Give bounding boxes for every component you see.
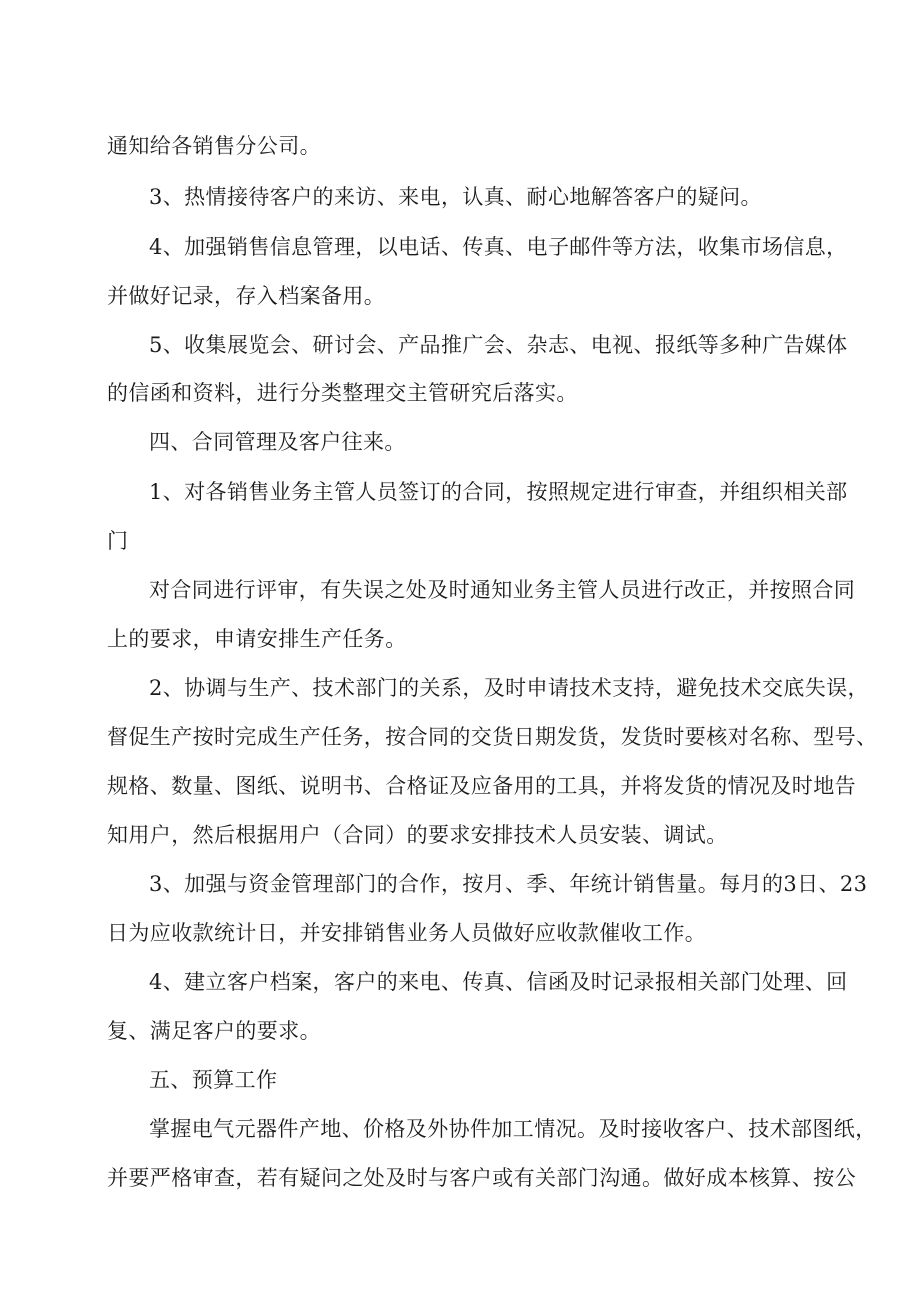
- text-line: 4、加强销售信息管理，以电话、传真、电子邮件等方法，收集市场信息，: [149, 235, 848, 259]
- text-line: 督促生产按时完成生产任务，按合同的交货日期发货，发货时要核对名称、型号、: [107, 725, 878, 749]
- section-heading: 四、合同管理及客户往来。: [149, 430, 406, 454]
- section-heading: 五、预算工作: [149, 1068, 278, 1092]
- text-line: 规格、数量、图纸、说明书、合格证及应备用的工具，并将发货的情况及时地告: [107, 774, 856, 798]
- text-line: 对合同进行评审，有失误之处及时通知业务主管人员进行改正，并按照合同: [149, 578, 856, 602]
- text-line: 2、协调与生产、技术部门的关系，及时申请技术支持，避免技术交底失误，: [149, 676, 869, 700]
- text-line: 4、建立客户档案，客户的来电、传真、信函及时记录报相关部门处理、回: [149, 970, 848, 994]
- text-line: 并要严格审查，若有疑问之处及时与客户或有关部门沟通。做好成本核算、按公: [107, 1166, 856, 1190]
- text-line: 1、对各销售业务主管人员签订的合同，按照规定进行审查，并组织相关部: [149, 480, 848, 504]
- text-line: 的信函和资料，进行分类整理交主管研究后落实。: [107, 381, 578, 405]
- text-line: 日为应收款统计日，并安排销售业务人员做好应收款催收工作。: [107, 921, 707, 945]
- text-line: 3、热情接待客户的来访、来电，认真、耐心地解答客户的疑问。: [149, 185, 762, 209]
- text-line: 掌握电气元器件产地、价格及外协件加工情况。及时接收客户、技术部图纸，: [149, 1117, 877, 1141]
- text-line: 5、收集展览会、研讨会、产品推广会、杂志、电视、报纸等多种广告媒体: [149, 333, 848, 357]
- text-line: 门: [107, 529, 129, 553]
- text-line: 上的要求，申请安排生产任务。: [107, 627, 407, 651]
- text-line: 复、满足客户的要求。: [107, 1019, 321, 1043]
- text-line: 知用户，然后根据用户（合同）的要求安排技术人员安装、调试。: [107, 823, 728, 847]
- text-line: 并做好记录，存入档案备用。: [107, 284, 386, 308]
- text-line: 3、加强与资金管理部门的合作，按月、季、年统计销售量。每月的3日、23: [149, 872, 868, 896]
- text-line: 通知给各销售分公司。: [107, 134, 321, 158]
